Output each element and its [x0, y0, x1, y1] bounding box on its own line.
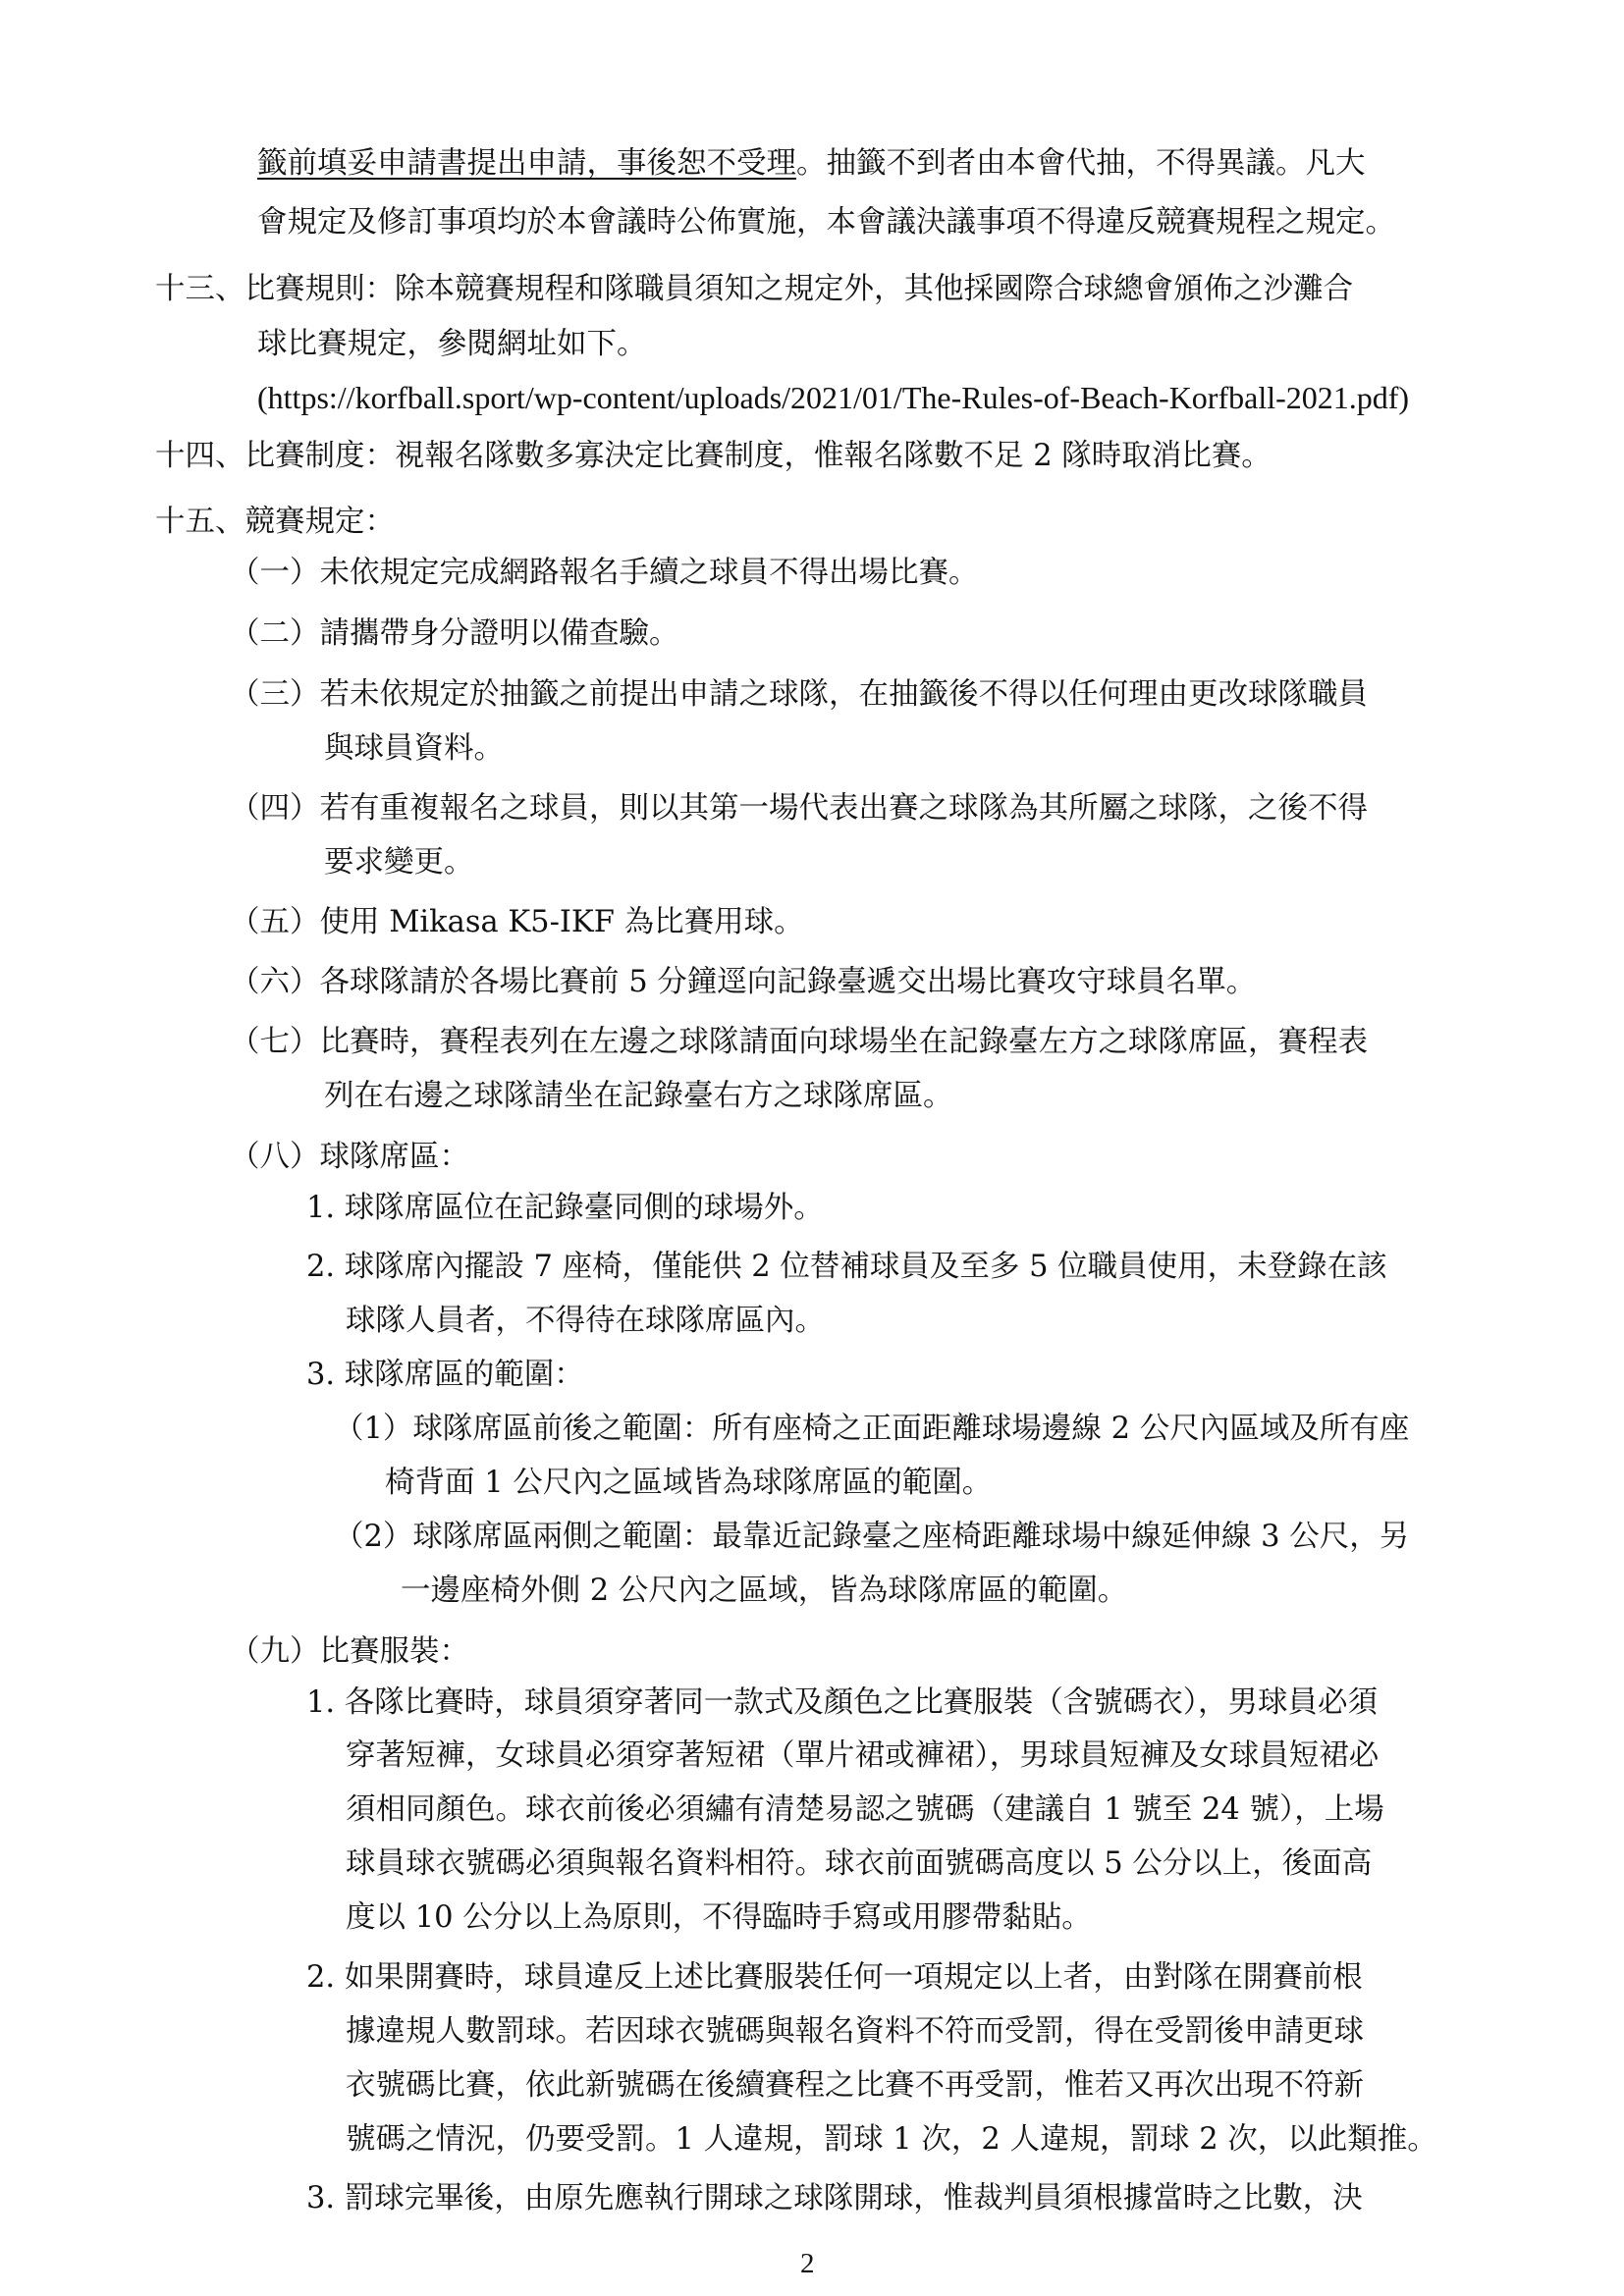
- sub-sub-list-item: （2）球隊席區兩側之範圍：最靠近記錄臺之座椅距離球場中線延伸線 3 公尺，另: [334, 1520, 1410, 1554]
- sub-list-item-continuation: 衣號碼比賽，依此新號碼在後續賽程之比賽不再受罰，惟若又再次出現不符新: [346, 2068, 1364, 2103]
- list-item: （二）請攜帶身分證明以備查驗。: [230, 616, 679, 651]
- list-item: （四）若有重複報名之球員，則以其第一場代表出賽之球隊為其所屬之球隊，之後不得: [230, 791, 1368, 826]
- sub-list-item: 1. 球隊席區位在記錄臺同側的球場外。: [306, 1191, 824, 1225]
- list-item: （五）使用 Mikasa K5-IKF 為比賽用球。: [230, 905, 804, 939]
- section-14-heading: 十四、比賽制度：視報名隊數多寡決定比賽制度，惟報名隊數不足 2 隊時取消比賽。: [155, 439, 1272, 473]
- paragraph-line: [257, 146, 1366, 181]
- section-13-heading: 十三、比賽規則：除本競賽規程和隊職員須知之規定外，其他採國際合球總會頒佈之沙灘合: [155, 272, 1353, 306]
- sub-list-item-continuation: 穿著短褲，女球員必須穿著短裙（單片裙或褲裙），男球員短褲及女球員短裙必: [346, 1738, 1380, 1773]
- sub-list-item-continuation: 球員球衣號碼必須與報名資料相符。球衣前面號碼高度以 5 公分以上，後面高: [346, 1846, 1373, 1881]
- list-item-continuation: 列在右邊之球隊請坐在記錄臺右方之球隊席區。: [324, 1079, 953, 1113]
- underlined-text: 籤前填妥申請書提出申請，事後恕不受理: [257, 146, 796, 181]
- sub-sub-list-item-continuation: 椅背面 1 公尺內之區域皆為球隊席區的範圍。: [385, 1466, 993, 1500]
- list-item: （八）球隊席區：: [230, 1140, 469, 1174]
- list-item-continuation: 與球員資料。: [324, 731, 504, 766]
- sub-list-item-continuation: 據違規人數罰球。若因球衣號碼與報名資料不符而受罰，得在受罰後申請更球: [346, 2014, 1364, 2049]
- sub-list-item-continuation: 球隊人員者，不得待在球隊席區內。: [346, 1304, 825, 1338]
- paragraph-text: 。抽籤不到者由本會代抽，不得異議。凡大: [796, 146, 1366, 181]
- sub-list-item: 2. 球隊席內擺設 7 座椅，僅能供 2 位替補球員及至多 5 位職員使用，未登錄在該: [306, 1250, 1387, 1284]
- paragraph-line: 球比賽規定，參閱網址如下。: [257, 327, 647, 361]
- list-item-continuation: 要求變更。: [324, 845, 474, 880]
- sub-list-item-continuation: 須相同顏色。球衣前後必須繡有清楚易認之號碼（建議自 1 號至 24 號），上場: [346, 1792, 1384, 1827]
- page-number: 2: [800, 2248, 815, 2279]
- paragraph-line: 會規定及修訂事項均於本會議時公佈實施，本會議決議事項不得違反競賽規程之規定。: [257, 205, 1395, 240]
- sub-sub-list-item: （1）球隊席區前後之範圍：所有座椅之正面距離球場邊線 2 公尺內區域及所有座: [334, 1412, 1410, 1446]
- list-item: （六）各球隊請於各場比賽前 5 分鐘逕向記錄臺遞交出場比賽攻守球員名單。: [230, 965, 1257, 999]
- sub-list-item: 2. 如果開賽時，球員違反上述比賽服裝任何一項規定以上者，由對隊在開賽前根: [306, 1960, 1363, 1995]
- list-item: （一）未依規定完成網路報名手續之球員不得出場比賽。: [230, 556, 979, 590]
- list-item: （三）若未依規定於抽籤之前提出申請之球隊，在抽籤後不得以任何理由更改球隊職員: [230, 677, 1368, 712]
- sub-list-item-continuation: 度以 10 公分以上為原則，不得臨時手寫或用膠帶黏貼。: [346, 1900, 1092, 1935]
- section-15-heading: 十五、競賽規定：: [155, 505, 395, 539]
- rules-url-text: (https://korfball.sport/wp-content/uploads/2021/01/The-Rules-of-Beach-Korfball-2021.pdf): [257, 380, 1410, 415]
- sub-list-item-continuation: 號碼之情況，仍要受罰。1 人違規，罰球 1 次，2 人違規，罰球 2 次，以此類推。: [346, 2122, 1437, 2157]
- list-item: （七）比賽時，賽程表列在左邊之球隊請面向球場坐在記錄臺左方之球隊席區，賽程表: [230, 1025, 1368, 1059]
- list-item: （九）比賽服裝：: [230, 1634, 469, 1669]
- sub-sub-list-item-continuation: 一邊座椅外側 2 公尺內之區域，皆為球隊席區的範圍。: [401, 1574, 1128, 1608]
- sub-list-item: 3. 罰球完畢後，由原先應執行開球之球隊開球，惟裁判員須根據當時之比數，決: [306, 2181, 1363, 2216]
- sub-list-item: 1. 各隊比賽時，球員須穿著同一款式及顏色之比賽服裝（含號碼衣），男球員必須: [306, 1685, 1379, 1720]
- sub-list-item: 3. 球隊席區的範圍：: [306, 1358, 584, 1392]
